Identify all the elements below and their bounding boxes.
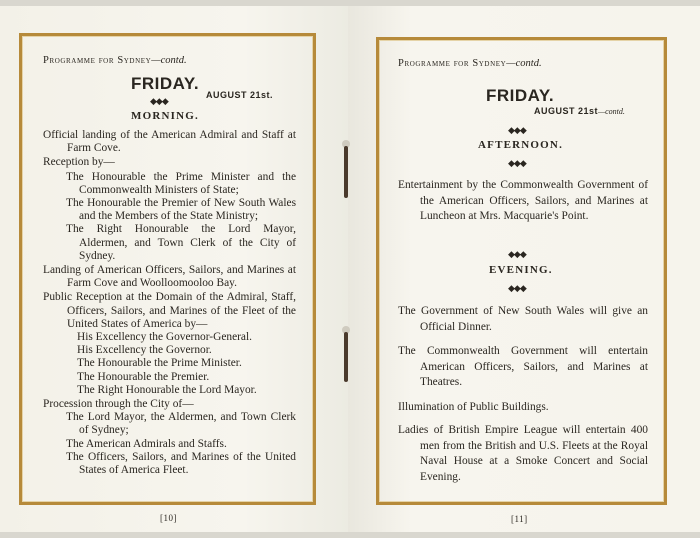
binding-thread	[344, 146, 348, 198]
programme-subitem: The Honourable the Prime Minister and the Commonwealth Ministers of State;	[66, 170, 296, 196]
programme-item: The Commonwealth Government will entertain American Officers, Sailors, and Marines at Theatres.	[398, 345, 648, 388]
date-heading: AUGUST 21st.	[206, 90, 274, 100]
programme-subitem: The Honourable the Prime Minister.	[77, 357, 242, 370]
page-number: [11]	[511, 514, 528, 524]
afternoon-programme	[398, 178, 648, 234]
programme-item: Ladies of British Empire League will entertain 400 men from the British and U.S. Fleets at the Royal Naval House at a Smoke Concert and Social Evening.	[398, 424, 648, 483]
programme-subitem: The Honourable the Premier.	[77, 370, 210, 383]
running-head: Programme for Sydney—contd.	[43, 55, 187, 66]
section-heading-afternoon: AFTERNOON.	[478, 139, 564, 151]
programme-subitem: The Lord Mayor, the Aldermen, and Town Clerk of Sydney;	[66, 411, 296, 437]
programme-subitem: His Excellency the Governor-General.	[77, 331, 252, 344]
programme-item: Reception by—	[43, 156, 115, 169]
programme-subitem: The Right Honourable the Lord Mayor.	[77, 383, 257, 396]
day-heading: FRIDAY.	[486, 86, 555, 105]
programme-subitem: The Right Honourable the Lord Mayor, Aldermen, and Town Clerk of the City of Sydney.	[66, 223, 296, 262]
programme-subitem: The American Admirals and Staffs.	[66, 437, 227, 450]
programme-item: The Government of New South Wales will give an Official Dinner.	[398, 305, 648, 333]
programme-subitem: His Excellency the Governor.	[77, 344, 212, 357]
ornament-divider: ◆◆◆	[508, 283, 526, 293]
ornament-divider: ◆◆◆	[508, 249, 526, 259]
binding-thread	[344, 332, 348, 382]
section-heading-morning: MORNING.	[131, 110, 199, 122]
ornament-divider: ◆◆◆	[508, 125, 526, 135]
ornament-divider: ◆◆◆	[508, 158, 526, 168]
page-number: [10]	[160, 513, 177, 523]
section-heading-evening: EVENING.	[489, 264, 553, 276]
date-heading: AUGUST 21st—contd.	[534, 106, 625, 116]
programme-subitem: The Officers, Sailors, and Marines of the United States of America Fleet.	[66, 450, 296, 477]
ornament-divider: ◆◆◆	[150, 96, 168, 106]
programme-subitem: The Honourable the Premier of New South Wales and the Members of the State Ministry;	[66, 197, 296, 223]
evening-programme	[398, 304, 648, 493]
morning-programme	[43, 129, 296, 477]
programme-item: Entertainment by the Commonwealth Government of the American Officers, Sailors, and Marines at Luncheon at Mrs. Macquarie's Point.	[398, 179, 648, 222]
running-head: Programme for Sydney—contd.	[398, 58, 542, 69]
programme-item: Procession through the City of—	[43, 398, 194, 411]
programme-item: Landing of American Officers, Sailors, and Marines at Farm Cove and Woolloomooloo Bay.	[43, 264, 296, 290]
day-heading: FRIDAY.	[131, 74, 200, 93]
programme-item: Official landing of the American Admiral and Staff at Farm Cove.	[43, 129, 296, 155]
programme-item: Illumination of Public Buildings.	[398, 400, 549, 413]
programme-item: Public Reception at the Domain of the Admiral, Staff, Officers, Sailors, and Marines of the Fleet of the United States of America by—	[43, 291, 296, 330]
